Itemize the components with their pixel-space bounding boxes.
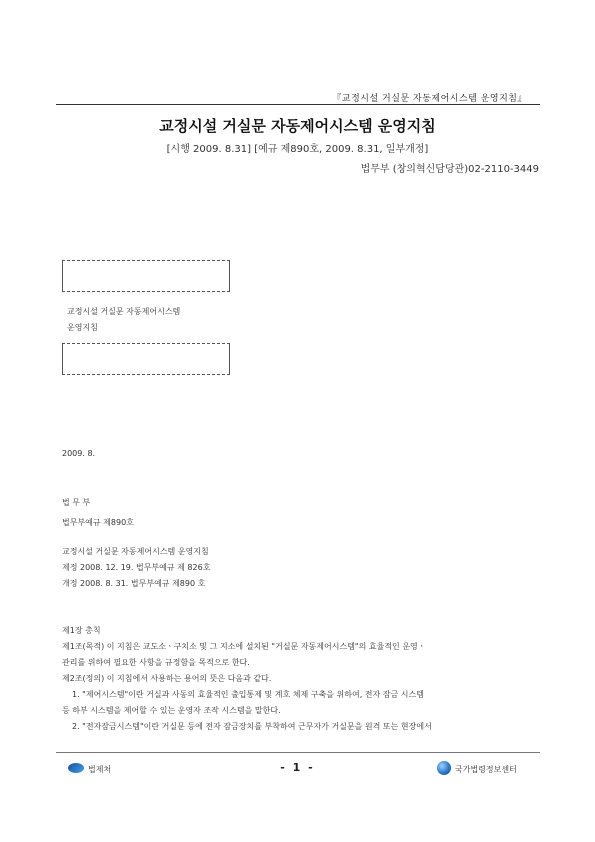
running-header-title: 『교정시설 거실문 자동제어시스템 운영지침』 [332,94,527,104]
item2-line1: 2. "전자잠금시스템"이란 거실문 등에 전자 잠금장치를 부착하여 근무자가 거실문을 원격 또는 현장에서 [72,722,432,731]
article1-line2: 관리를 위하여 필요한 사항을 규정함을 목적으로 한다. [62,658,250,667]
cover-box-bottom [62,343,230,375]
footer-divider [56,752,540,753]
cover-name-line1: 교정시설 거실문 자동제어시스템 [67,307,181,316]
issuer-ministry: 법 무 부 [62,498,91,507]
cover-box-top [62,260,230,292]
issuer-directive-no: 법무부예규 제890호 [62,518,134,527]
document-title: 교정시설 거실문 자동제어시스템 운영지침 [159,117,436,135]
law-center-globe-icon [437,761,451,775]
footer-left-org: 법제처 [88,765,112,774]
history-name: 교정시설 거실문 자동제어시스템 운영지침 [62,547,209,556]
item1-line2: 등 하부 시스템을 제어할 수 있는 운영자 조작 시스템을 말한다. [62,706,281,715]
document-meta: [시행 2009. 8.31] [예규 제890호, 2009. 8.31, 일부개정] [166,144,429,155]
chapter-heading: 제1장 총칙 [62,626,101,635]
article1-line1: 제1조(목적) 이 지침은 교도소ㆍ구치소 및 그 지소에 설치된 "거실문 자동제어시스템"의 효율적인 운영ㆍ [62,642,426,651]
cover-name-line2: 운영지침 [67,323,98,332]
article2-line1: 제2조(정의) 이 지침에서 사용하는 용어의 뜻은 다음과 같다. [62,674,272,683]
page-number: - 1 - [280,761,315,774]
header-divider [56,104,540,105]
item1-line1: 1. "제어시스템"이란 거실과 사동의 효율적인 출입통제 및 계호 체제 구축을 위하여, 전자 잠금 시스템 [72,690,424,699]
document-contact: 법무부 (창의혁신담당관)02-2110-3449 [360,164,539,175]
cover-date: 2009. 8. [62,449,96,458]
history-enacted: 제정 2008. 12. 19. 법무부예규 제 826호 [62,563,211,572]
history-amended: 개정 2008. 8. 31. 법무부예규 제890 호 [62,579,206,588]
footer-right-org: 국가법령정보센터 [455,765,517,774]
